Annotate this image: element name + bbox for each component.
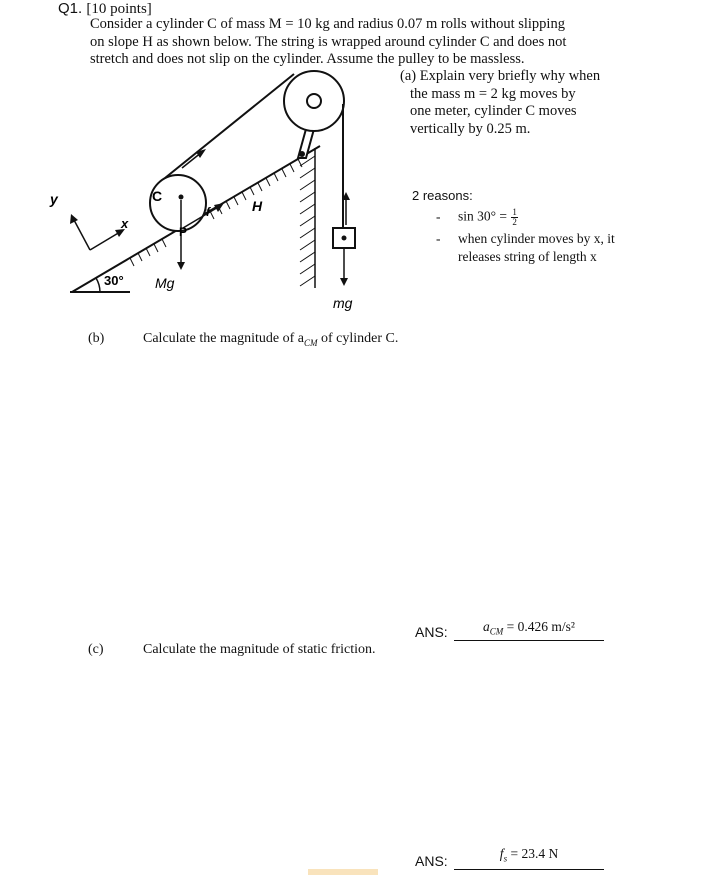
reason-text-cont: releases string of length x [458, 249, 597, 264]
ans-subscript: CM [489, 626, 504, 637]
y-axis-label: y [50, 191, 58, 207]
reason-text: when cylinder moves by x, it [458, 231, 615, 246]
part-c-ans-label: ANS: [415, 853, 448, 869]
part-a-line: (a) Explain very briefly why when [400, 68, 601, 84]
reason-text: sin 30° = [458, 208, 511, 224]
y-axis-arrowhead [70, 214, 78, 224]
ans-symbol: a [483, 619, 490, 634]
fraction-numerator: 1 [512, 207, 517, 217]
y-axis [74, 220, 90, 250]
reason-item [436, 208, 518, 227]
weight-arrowhead-cyl [177, 262, 185, 270]
part-c-answer [454, 846, 604, 864]
bullet-dash: - [436, 208, 441, 224]
x-axis-label: x [121, 216, 129, 231]
bracket-pin [299, 151, 305, 157]
fraction-denominator: 2 [512, 217, 517, 227]
part-a-line: the mass m = 2 kg moves by [410, 85, 576, 102]
block-center [342, 236, 347, 241]
friction-arrowhead [214, 203, 224, 212]
reason-item [436, 231, 615, 247]
part-c-label: (c) [88, 642, 104, 657]
page-bottom-marker [308, 869, 378, 875]
part-b-ans-label: ANS: [415, 624, 448, 640]
block-weight-label: mg [333, 295, 353, 311]
contact-point-label: P [179, 225, 188, 239]
x-axis [90, 232, 120, 250]
pulley-axle [307, 94, 321, 108]
friction-label: f [206, 205, 210, 219]
stem-line: on slope H as shown below. The string is wrapped around cylinder C and does not [90, 33, 567, 50]
angle-label: 30° [104, 273, 124, 288]
question-number: Q1. [58, 0, 83, 17]
cylinder-weight-label: Mg [155, 275, 175, 291]
part-b-text-end: of cylinder C. [317, 331, 399, 346]
physics-diagram [30, 70, 370, 320]
part-a-prompt [400, 68, 620, 138]
weight-arrowhead-block [340, 278, 348, 286]
part-c-prompt: Calculate the magnitude of static friction. [143, 642, 376, 657]
part-b-text: Calculate the magnitude of a [143, 331, 304, 346]
part-b-answer [454, 619, 604, 637]
slope-label: H [252, 198, 263, 214]
part-a-line: one meter, cylinder C moves [410, 103, 577, 119]
ans-value: = 23.4 N [507, 846, 559, 861]
stem-line: stretch and does not slip on the cylinder. Assume the pulley to be massless. [90, 51, 525, 67]
stem-line: Consider a cylinder C of mass M = 10 kg and radius 0.07 m rolls without slipping [90, 16, 565, 32]
question-stem [90, 16, 625, 69]
part-b-prompt [143, 331, 398, 348]
string-arrowhead [196, 149, 206, 158]
fraction [511, 208, 518, 227]
string-upper [165, 74, 294, 178]
part-b-subscript: CM [303, 337, 318, 348]
ans-subscript: s [503, 853, 508, 864]
angle-arc [96, 278, 100, 292]
question-points: [10 points] [86, 1, 152, 17]
cylinder-center [179, 195, 184, 200]
wall-hatching [300, 156, 315, 286]
ans-symbol: f [499, 846, 504, 861]
bullet-dash: - [436, 231, 441, 246]
part-b-label: (b) [88, 331, 105, 346]
cylinder-label: C [152, 188, 163, 204]
reasons-title: 2 reasons: [412, 188, 473, 203]
ans-value: = 0.426 m/s² [503, 619, 575, 634]
part-a-line: vertically by 0.25 m. [410, 120, 531, 137]
